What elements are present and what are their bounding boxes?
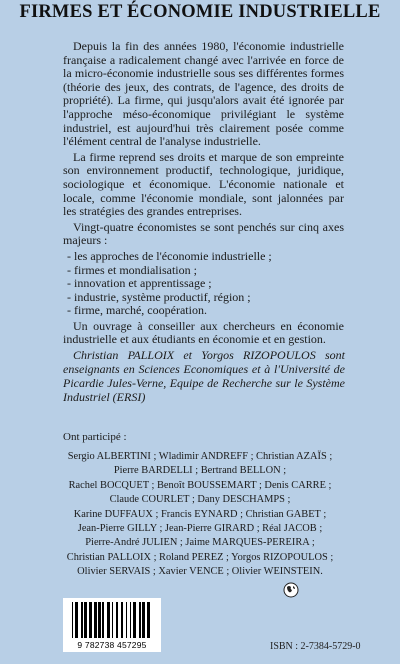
list-item: - les approches de l'économie industrielle ; xyxy=(63,250,344,264)
barcode-bar xyxy=(112,602,113,638)
barcode-bar xyxy=(121,602,123,638)
contributors-line: Claude COURLET ; Dany DESCHAMPS ; xyxy=(109,494,291,506)
contributors-line: Christian PALLOIX ; Roland PEREZ ; Yorgos RIZOPOULOS ; xyxy=(66,551,334,563)
barcode-bar xyxy=(126,602,127,638)
barcode-bar xyxy=(84,602,87,638)
abstract-paragraph-4: Un ouvrage à conseiller aux chercheurs en économie industrielle et aux étudiants en économie et en gestion. xyxy=(63,318,344,347)
list-item: - firme, marché, coopération. xyxy=(63,304,344,318)
book-title: FIRMES ET ÉCONOMIE INDUSTRIELLE xyxy=(19,2,381,22)
barcode-bar xyxy=(116,602,118,638)
abstract-paragraph-1: Depuis la fin des années 1980, l'économie industrielle française a radicalement changé avec l'arrivée en force de la micro-économie industrielle sous ses différentes formes (théorie des jeux, des contrats, de l'agence, des droits de propriété). La firme, qui jusqu'alors avait été ignorée par l'approche méso-économique privilégiant le système industriel, est aujourd'hui très clairement posée comme l'élément central de l'analyse industrielle. xyxy=(63,39,344,149)
barcode-bar xyxy=(72,602,73,638)
barcode xyxy=(63,598,161,652)
contributors-line: Sergio ALBERTINI ; Wladimir ANDREFF ; Christian AZAÏS ; xyxy=(67,451,333,462)
contributors-line: Jean-Pierre GILLY ; Jean-Pierre GIRARD ; Réal JACOB ; xyxy=(77,523,323,535)
barcode-number: 9 782738 457295 xyxy=(77,640,147,650)
axes-list xyxy=(63,250,344,318)
barcode-bar xyxy=(102,602,104,638)
barcode-bar xyxy=(147,602,150,638)
isbn: ISBN : 2-7384-5729-0 xyxy=(270,641,361,652)
authors-note: Christian PALLOIX et Yorgos RIZOPOULOS sont enseignants en Sciences Economiques et à l'Université de Picardie Jules-Verne, Equipe de Recherche sur le Système Industriel (ERSI) xyxy=(63,348,345,404)
barcode-bar xyxy=(142,602,145,638)
barcode-bar xyxy=(139,602,141,638)
list-item: - industrie, système productif, région ; xyxy=(63,291,344,305)
barcode-bar xyxy=(94,602,97,638)
barcode-bar xyxy=(133,602,136,638)
contributors-line: Pierre BARDELLI ; Bertrand BELLON ; xyxy=(113,465,287,477)
barcode-bar xyxy=(81,602,83,638)
list-item: - firmes et mondialisation ; xyxy=(63,264,344,278)
globe-icon xyxy=(283,582,299,598)
contributors-line: Olivier SERVAIS ; Xavier VENCE ; Olivier WEINSTEIN. xyxy=(77,566,323,578)
barcode-bar xyxy=(107,602,110,638)
back-cover-abstract xyxy=(63,40,344,349)
contributors-label: Ont participé : xyxy=(63,431,127,443)
contributors-line: Rachel BOCQUET ; Benoît BOUSSEMART ; Denis CARRE ; xyxy=(68,479,332,491)
abstract-paragraph-2: La firme reprend ses droits et marque de son empreinte son environnement productif, technologique, juridique, sociologique et économique. L'économie nationale et locale, comme l'économie mondiale, sont jalonnées par les stratégies des grandes entreprises. xyxy=(63,149,344,219)
abstract-paragraph-3: Vingt-quatre économistes se sont penchés sur cinq axes majeurs : xyxy=(63,219,344,248)
barcode-bar xyxy=(89,602,92,638)
contributors-list xyxy=(30,450,370,580)
contributors-line: Pierre-André JULIEN ; Jaime MARQUES-PEREIRA ; xyxy=(85,537,315,549)
barcode-bar xyxy=(75,602,78,638)
contributors-line: Karine DUFFAUX ; Francis EYNARD ; Christian GABET ; xyxy=(73,508,327,520)
barcode-bar xyxy=(130,602,131,638)
list-item: - innovation et apprentissage ; xyxy=(63,277,344,291)
barcode-bar xyxy=(98,602,101,638)
